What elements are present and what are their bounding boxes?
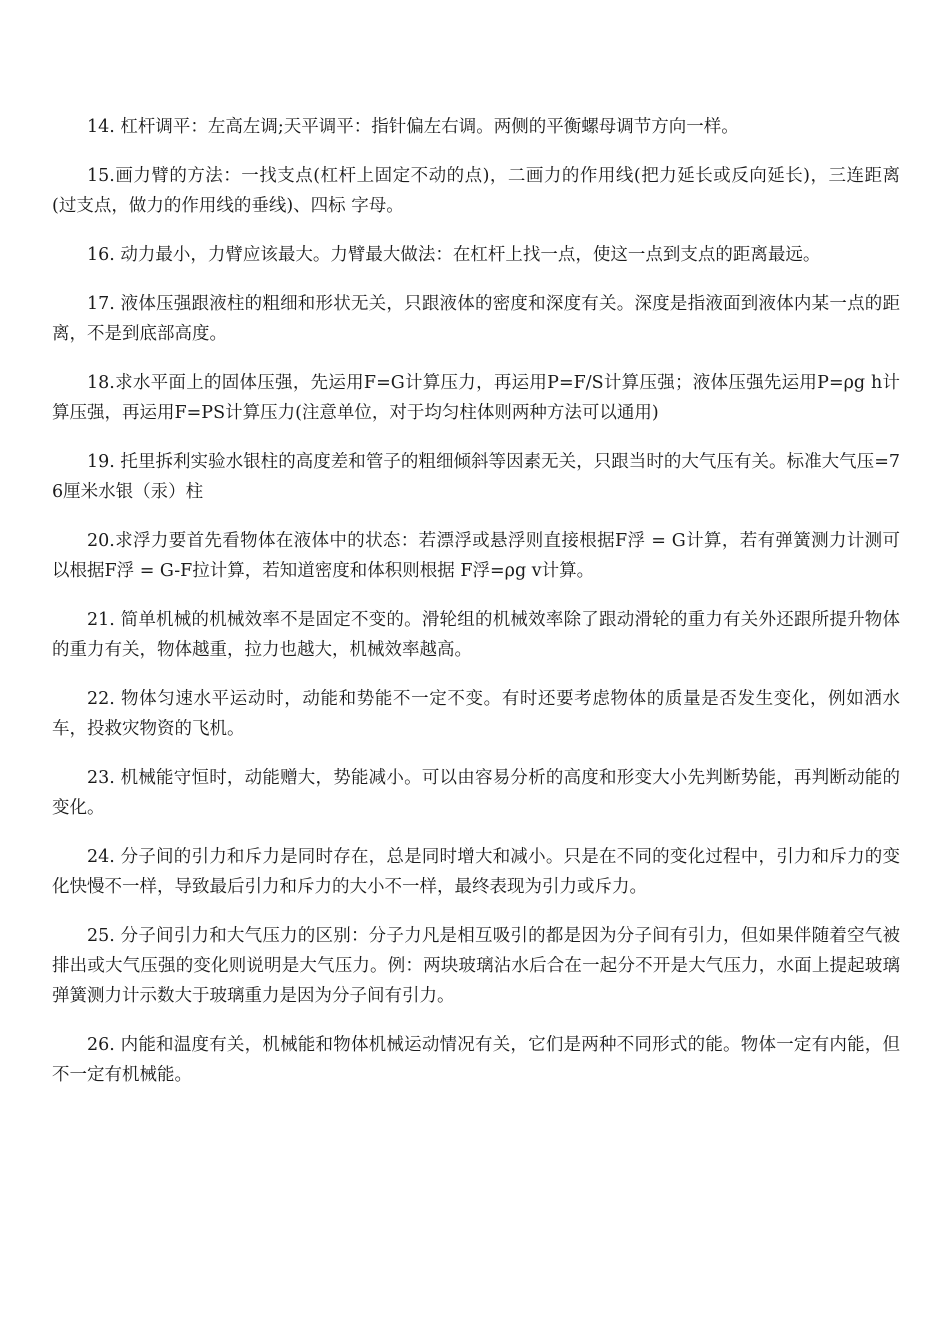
paragraph-24: 24. 分子间的引力和斥力是同时存在，总是同时增大和减小。只是在不同的变化过程中，引力和斥力的变化快慢不一样，导致最后引力和斥力的大小不一样，最终表现为引力或斥力。 xyxy=(52,847,900,897)
paragraph-21: 21. 简单机械的机械效率不是固定不变的。滑轮组的机械效率除了跟动滑轮的重力有关外还跟所提升物体的重力有关，物体越重，拉力也越大，机械效率越高。 xyxy=(52,610,900,660)
paragraph-14: 14. 杠杆调平：左高左调;天平调平：指针偏左右调。两侧的平衡螺母调节方向一样。 xyxy=(87,117,739,137)
paragraph-26: 26. 内能和温度有关，机械能和物体机械运动情况有关，它们是两种不同形式的能。物体一定有内能，但不一定有机械能。 xyxy=(52,1035,900,1085)
paragraph-23: 23. 机械能守恒时，动能赠大，势能减小。可以由容易分析的高度和形变大小先判断势能，再判断动能的变化。 xyxy=(52,768,900,818)
document-body xyxy=(52,112,900,1109)
paragraph-15: 15.画力臂的方法：一找支点(杠杆上固定不动的点)，二画力的作用线(把力延长或反向延长)，三连距离(过支点，做力的作用线的垂线)、四标 字母。 xyxy=(52,166,900,216)
paragraph-25: 25. 分子间引力和大气压力的区别：分子力凡是相互吸引的都是因为分子间有引力，但如果伴随着空气被排出或大气压强的变化则说明是大气压力。例：两块玻璃沾水后合在一起分不开是大气压力，水面上提起玻璃弹簧测力计示数大于玻璃重力是因为分子间有引力。 xyxy=(52,926,900,1006)
paragraph-20: 20.求浮力要首先看物体在液体中的状态：若漂浮或悬浮则直接根据F浮 = G计算，若有弹簧测力计测可以根据F浮 = G-F拉计算，若知道密度和体积则根据 F浮=ρg v计算。 xyxy=(52,531,900,581)
paragraph-17: 17. 液体压强跟液柱的粗细和形状无关，只跟液体的密度和深度有关。深度是指液面到液体内某一点的距离，不是到底部高度。 xyxy=(52,294,900,344)
paragraph-18: 18.求水平面上的固体压强，先运用F=G计算压力，再运用P=F/S计算压强；液体压强先运用P=ρg h计算压强，再运用F=PS计算压力(注意单位，对于均匀柱体则两种方法可以通用) xyxy=(52,373,900,423)
paragraph-22: 22. 物体匀速水平运动时，动能和势能不一定不变。有时还要考虑物体的质量是否发生变化，例如洒水车，投救灾物资的飞机。 xyxy=(52,689,900,739)
paragraph-19: 19. 托里拆利实验水银柱的高度差和管子的粗细倾斜等因素无关，只跟当时的大气压有关。标准大气压=76厘米水银（汞）柱 xyxy=(52,452,900,502)
paragraph-16: 16. 动力最小，力臂应该最大。力臂最大做法：在杠杆上找一点，使这一点到支点的距离最远。 xyxy=(87,245,821,265)
